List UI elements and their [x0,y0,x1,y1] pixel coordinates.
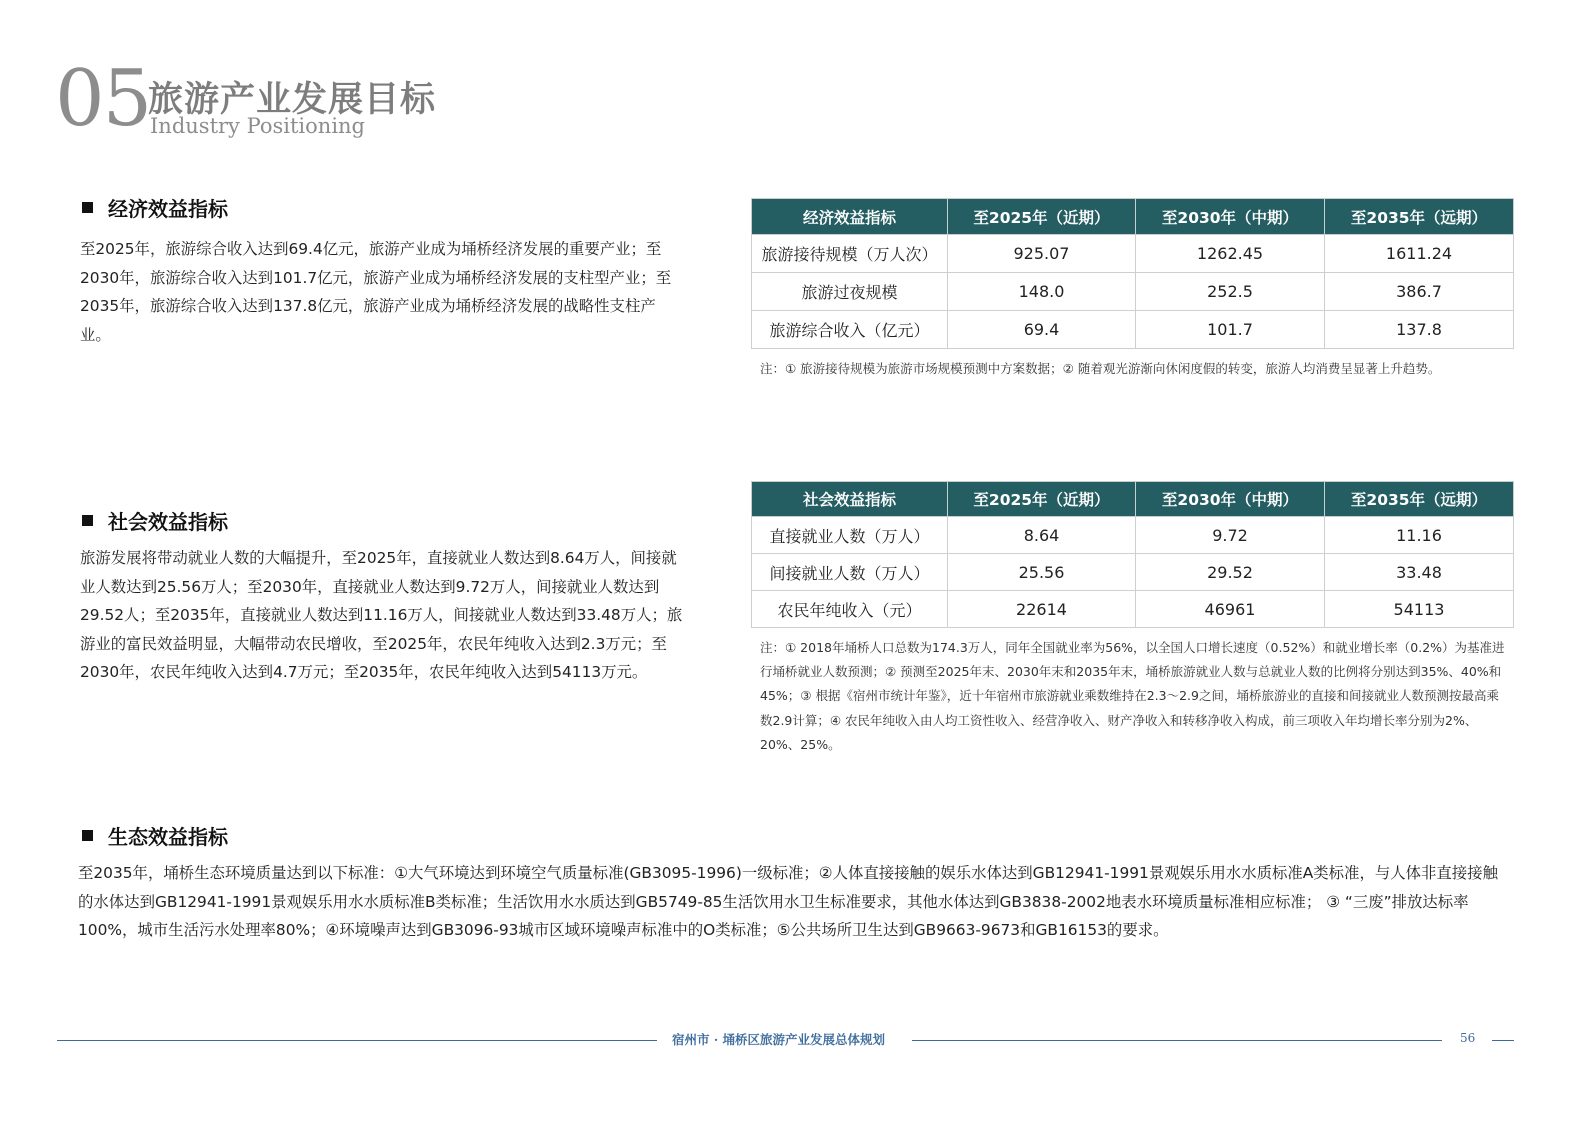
ecological-paragraph: 至2035年，埇桥生态环境质量达到以下标准：①大气环境达到环境空气质量标准(GB3095-1996)一级标准；②人体直接接触的娱乐水体达到GB12941-1991景观娱乐用水水质标准A类标准，与人体非直接接触的水体达到GB12941-1991景观娱乐用水水质标准B类标准；生活饮用水水质达到GB5749-85生活饮用水卫生标准要求，其他水体达到GB3838-2002地表水环境质量标准相应标准； ③ “三废”排放达标率100%，城市生活污水处理率80%；④环境噪声达到GB3096-93城市区域环境噪声标准中的O类标准；⑤公共场所卫生达到GB9663-9673和GB16153的要求。 [78,864,1498,940]
table-header-cell: 至2035年（远期） [1325,199,1514,235]
table-row [752,235,1514,273]
table-cell: 137.8 [1325,311,1514,349]
table-header-cell: 至2030年（中期） [1136,199,1325,235]
table-cell: 101.7 [1136,311,1325,349]
table-cell: 9.72 [1136,517,1325,554]
page-subtitle: Industry Positioning [150,114,366,138]
social-table-header-row [752,482,1514,517]
footer-divider-left [57,1040,657,1041]
table-cell: 1262.45 [1136,235,1325,273]
social-table-note: 注：① 2018年埇桥人口总数为174.3万人，同年全国就业率为56%，以全国人口增长速度（0.52%）和就业增长率（0.2%）为基准进行埇桥就业人数预测；② 预测至2025年末、2030年末和2035年末，埇桥旅游就业人数与总就业人数的比例将分别达到35%、40%和45%；③ 根据《宿州市统计年鉴》，近十年宿州市旅游就业乘数维持在2.3～2.9之间，埇桥旅游业的直接和间接就业人数预测按最高乘数2.9计算；④ 农民年纯收入由人均工资性收入、经营净收入、财产净收入和转移净收入构成，前三项收入年均增长率分别为2%、20%、25%。 [760,640,1505,752]
square-bullet-icon [82,202,93,213]
square-bullet-icon [82,515,93,526]
footer-divider-middle [912,1040,1442,1041]
table-cell: 旅游过夜规模 [752,273,948,311]
table-cell: 1611.24 [1325,235,1514,273]
table-header-cell: 社会效益指标 [752,482,948,517]
table-header-cell: 经济效益指标 [752,199,948,235]
economic-table [751,198,1514,349]
social-paragraph: 旅游发展将带动就业人数的大幅提升，至2025年，直接就业人数达到8.64万人，间接就业人数达到25.56万人；至2030年，直接就业人数达到9.72万人，间接就业人数达到29.52人；至2035年，直接就业人数达到11.16万人，间接就业人数达到33.48万人；旅游业的富民效益明显，大幅带动农民增收，至2025年，农民年纯收入达到2.3万元；至2030年，农民年纯收入达到4.7万元；至2035年，农民年纯收入达到54113万元。 [80,549,683,682]
table-cell: 148.0 [948,273,1136,311]
square-bullet-icon [82,830,93,841]
table-cell: 农民年纯收入（元） [752,591,948,628]
table-header-cell: 至2025年（近期） [948,482,1136,517]
table-row [752,591,1514,628]
table-cell: 8.64 [948,517,1136,554]
footer-title: 宿州市 · 埇桥区旅游产业发展总体规划 [672,1032,886,1047]
table-row [752,311,1514,349]
table-header-cell: 至2035年（远期） [1325,482,1514,517]
economic-table-header-row [752,199,1514,235]
social-title-text: 社会效益指标 [108,510,228,534]
table-cell: 925.07 [948,235,1136,273]
social-table [751,481,1514,628]
table-cell: 69.4 [948,311,1136,349]
table-header-cell: 至2025年（近期） [948,199,1136,235]
page-number: 56 [1460,1031,1476,1045]
table-cell: 22614 [948,591,1136,628]
table-cell: 54113 [1325,591,1514,628]
economic-section-title [82,193,228,222]
chapter-number: 05 [55,54,151,144]
table-row [752,554,1514,591]
economic-paragraph: 至2025年，旅游综合收入达到69.4亿元，旅游产业成为埇桥经济发展的重要产业；至2030年，旅游综合收入达到101.7亿元，旅游产业成为埇桥经济发展的支柱型产业；至2035年，旅游综合收入达到137.8亿元，旅游产业成为埇桥经济发展的战略性支柱产业。 [80,240,672,344]
table-cell: 386.7 [1325,273,1514,311]
table-cell: 旅游综合收入（亿元） [752,311,948,349]
table-cell: 46961 [1136,591,1325,628]
table-cell: 33.48 [1325,554,1514,591]
table-cell: 11.16 [1325,517,1514,554]
page-title: 旅游产业发展目标 [148,79,437,120]
table-cell: 29.52 [1136,554,1325,591]
social-section-title [82,506,228,535]
table-header-cell: 至2030年（中期） [1136,482,1325,517]
footer-divider-right [1492,1040,1514,1041]
table-row [752,273,1514,311]
economic-table-note: 注：① 旅游接待规模为旅游市场规模预测中方案数据；② 随着观光游渐向休闲度假的转变，旅游人均消费呈显著上升趋势。 [760,361,1441,376]
table-cell: 252.5 [1136,273,1325,311]
table-cell: 旅游接待规模（万人次） [752,235,948,273]
table-row [752,517,1514,554]
table-cell: 间接就业人数（万人） [752,554,948,591]
table-cell: 25.56 [948,554,1136,591]
economic-title-text: 经济效益指标 [108,197,228,221]
ecological-section-title [82,821,228,850]
ecological-title-text: 生态效益指标 [108,825,228,849]
table-cell: 直接就业人数（万人） [752,517,948,554]
